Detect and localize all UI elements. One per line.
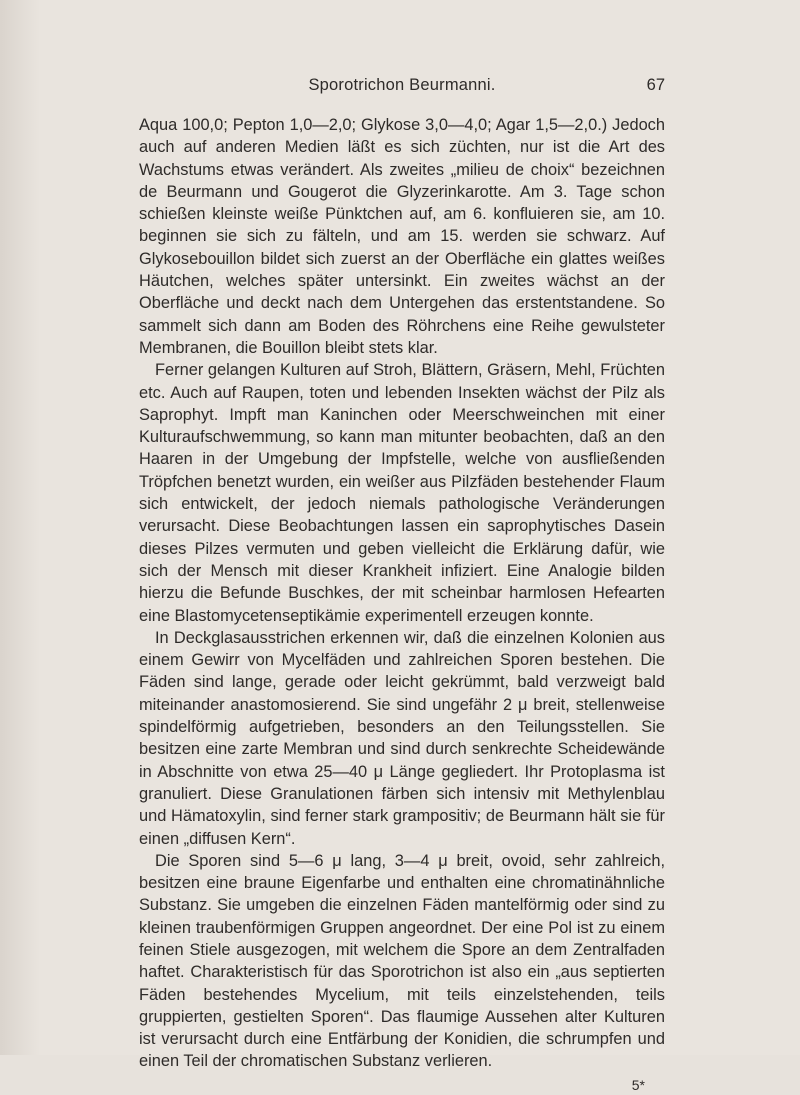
paragraph-3: In Deckglasausstrichen erkennen wir, daß die einzelnen Kolonien aus einem Gewirr von Mycelfäden und zahlreichen Sporen bestehen. Die Fäden sind lange, gerade oder leicht gekrümmt, bald verzweigt bald miteinander anastomosierend. Sie sind ungefähr 2 μ breit, stellenweise spindelförmig aufgetrieben, besonders an den Teilungsstellen. Sie besitzen eine zarte Membran und sind durch senkrechte Scheidewände in Abschnitte von etwa 25—40 μ Länge gegliedert. Ihr Protoplasma ist granuliert. Diese Granulationen färben sich intensiv mit Methylenblau und Hämatoxylin, sind ferner stark grampositiv; de Beurmann hält sie für einen „diffusen Kern“. bbox=[139, 628, 665, 848]
body-text bbox=[139, 114, 665, 1095]
paragraph-4: Die Sporen sind 5—6 μ lang, 3—4 μ breit, ovoid, sehr zahlreich, besitzen eine braune Eigenfarbe und enthalten eine chromatinähnliche Substanz. Sie umgeben die einzelnen Fäden mantelförmig oder sind zu kleinen traubenförmigen Gruppen angeordnet. Der eine Pol ist zu einem feinen Stiele ausgezogen, mit welchem die Spore an dem Zentralfaden haftet. Charakteristisch für das Sporotrichon ist also ein „aus septierten Fäden bestehendes Mycelium, mit teils einzelstehenden, teils gruppierten, gestielten Sporen“. Das flaumige Aussehen alter Kulturen ist verursacht durch eine Entfärbung der Konidien, die schrumpfen und einen Teil der chromatischen Substanz verlieren. bbox=[139, 851, 665, 1071]
running-title: Sporotrichon Beurmanni. bbox=[308, 76, 496, 94]
page-number: 67 bbox=[646, 76, 665, 94]
printer-signature: 5* bbox=[631, 1076, 645, 1093]
paragraph-2: Ferner gelangen Kulturen auf Stroh, Blättern, Gräsern, Mehl, Früchten etc. Auch auf Raupen, toten und lebenden Insekten wächst der Pilz als Saprophyt. Impft man Kaninchen oder Meerschweinchen mit einer Kulturaufschwemmung, so kann man mitunter beobachten, daß an den Haaren in der Umgebung der Impfstelle, welche von ausfließenden Tröpfchen benetzt wurden, ein weißer aus Pilzfäden bestehender Flaum sich entwickelt, der jedoch niemals pathologische Veränderungen verursacht. Diese Beobachtungen lassen ein saprophytisches Dasein dieses Pilzes vermuten und geben vielleicht die Erklärung dafür, wie sich der Mensch mit dieser Krankheit infiziert. Eine Analogie bilden hierzu die Befunde Buschkes, der mit scheinbar harmlosen Hefearten eine Blastomycetenseptikämie experimentell erzeugen konnte. bbox=[139, 361, 665, 625]
page-header bbox=[139, 76, 665, 100]
paragraph-1: Aqua 100,0; Pepton 1,0—2,0; Glykose 3,0—4,0; Agar 1,5—2,0.) Jedoch auch auf anderen Medien läßt es sich züchten, nur ist die Art des Wachstums etwas verändert. Als zweites „milieu de choix“ bezeichnen de Beurmann und Gougerot die Glyzerinkarotte. Am 3. Tage schon schießen kleinste weiße Pünktchen auf, am 6. konfluieren sie, am 10. beginnen sie sich zu fälteln, und am 15. werden sie schwarz. Auf Glykosebouillon bildet sich zuerst an der Oberfläche ein glattes weißes Häutchen, welches später untersinkt. Ein zweites wächst an der Oberfläche und deckt nach dem Untergehen das erstentstandene. So sammelt sich dann am Boden des Röhrchens eine Reihe gewulsteter Membranen, die Bouillon bleibt stets klar. bbox=[139, 116, 665, 357]
